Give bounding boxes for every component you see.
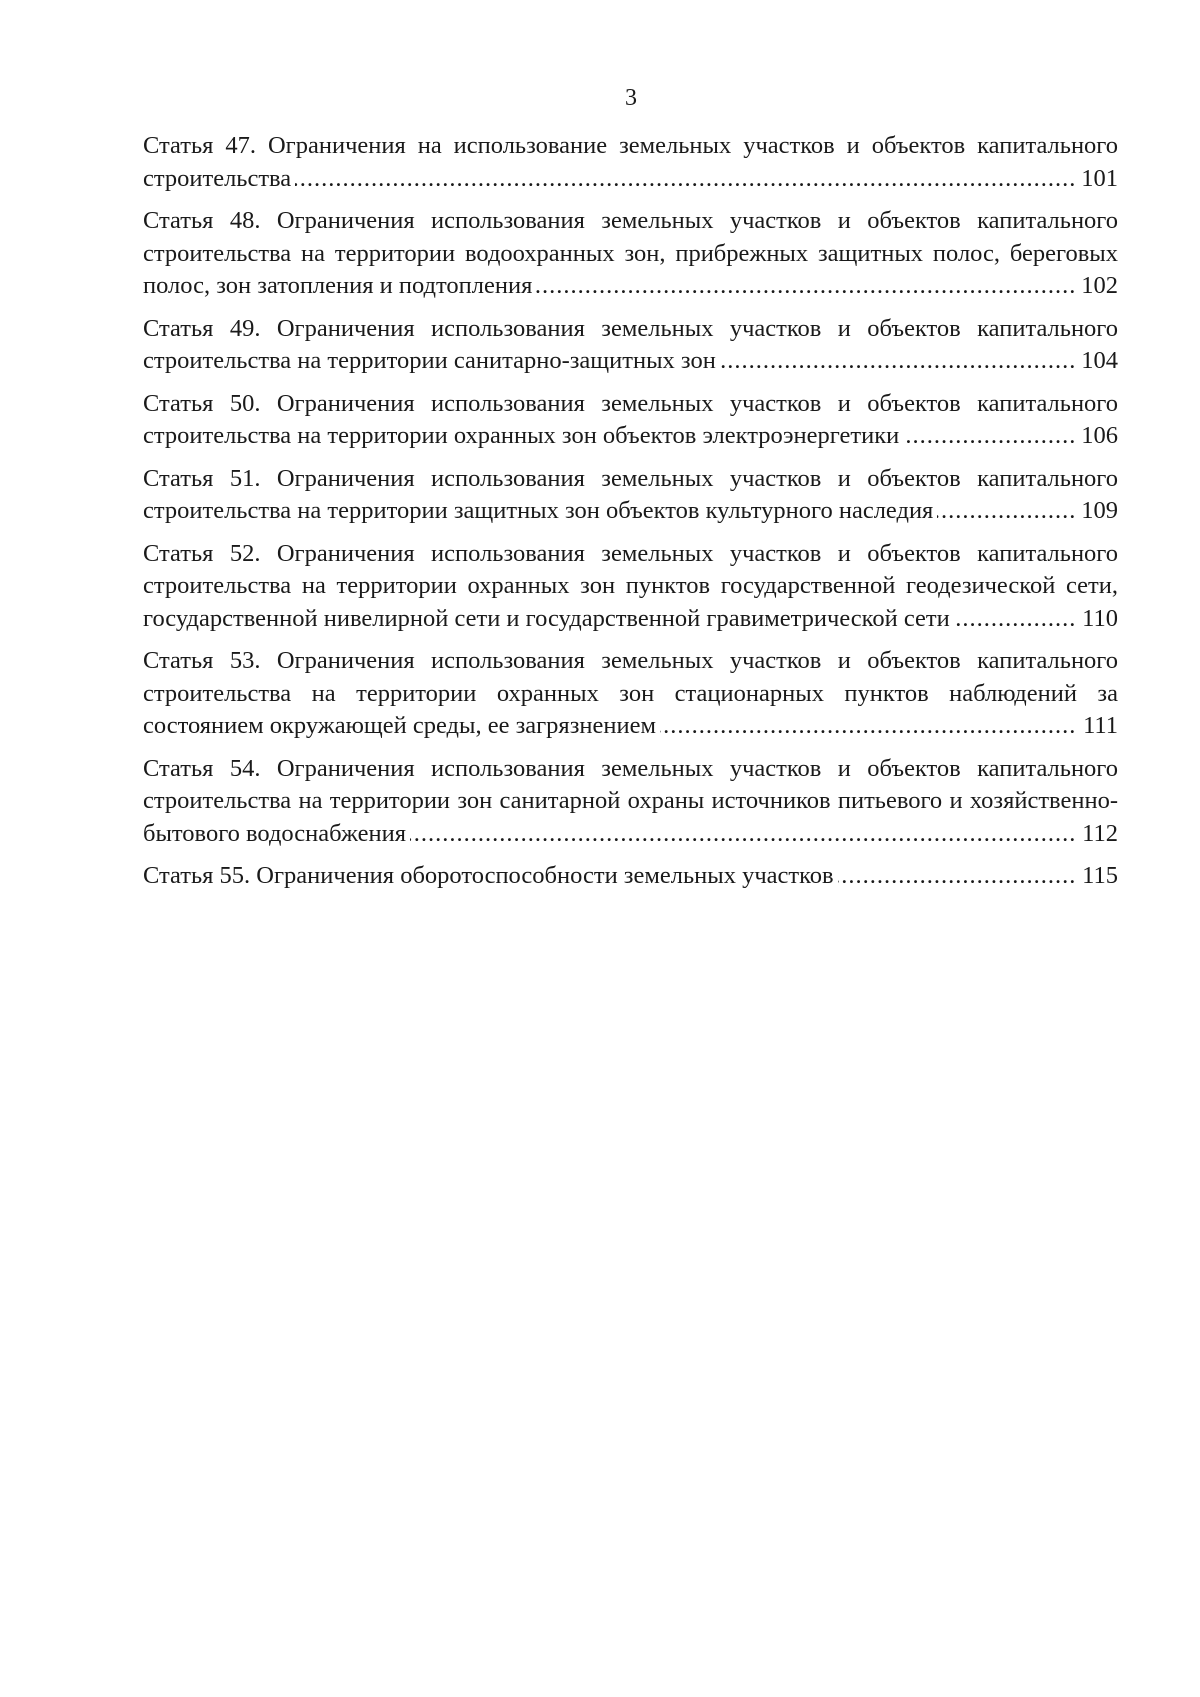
toc-entry-page: 109	[1075, 495, 1118, 528]
toc-entry-page: 112	[1076, 818, 1118, 851]
toc-entry-51[interactable]	[143, 463, 1118, 528]
toc-entry-title: Статья 51. Ограничения использования земельных участков и объектов капитального строительства на территории защитных зон объектов культурного наследия	[143, 464, 1118, 524]
toc-entry-title: Статья 54. Ограничения использования земельных участков и объектов капитального строительства на территории зон санитарной охраны источников питьевого и хозяйственно-бытового водоснабжения	[143, 754, 1118, 847]
toc-entry-48[interactable]	[143, 205, 1118, 303]
toc-entry-title: Статья 53. Ограничения использования земельных участков и объектов капитального строительства на территории охранных зон стационарных пунктов наблюдений за состоянием окружающей среды, ее загрязнением	[143, 647, 1118, 739]
toc-entry-page: 104	[1075, 345, 1118, 378]
toc-entry-title: Статья 50. Ограничения использования земельных участков и объектов капитального строительства на территории охранных зон объектов электроэнергетики	[143, 389, 1118, 449]
toc-entry-47[interactable]	[143, 130, 1118, 195]
toc-entry-49[interactable]	[143, 313, 1118, 378]
toc-entry-title: Статья 49. Ограничения использования земельных участков и объектов капитального строительства на территории санитарно-защитных зон	[143, 314, 1118, 374]
toc-entry-page: 115	[1076, 860, 1118, 893]
toc-entry-title: Статья 52. Ограничения использования земельных участков и объектов капитального строительства на территории охранных зон пунктов государственной геодезической сети, государственной нивелирной сети и государственной гравиметрической сети	[143, 539, 1118, 632]
toc-entry-page: 102	[1075, 270, 1118, 303]
toc-entry-50[interactable]	[143, 388, 1118, 453]
page-number: 3	[625, 85, 637, 111]
toc-entry-page: 110	[1076, 603, 1118, 636]
toc-entry-55[interactable]	[143, 860, 1118, 893]
toc-entry-page: 111	[1077, 710, 1118, 743]
toc-entry-title: Статья 47. Ограничения на использование земельных участков и объектов капитального строительства	[143, 132, 1118, 192]
toc-entry-page: 101	[1075, 163, 1118, 196]
toc-entry-title: Статья 55. Ограничения оборотоспособности земельных участков	[143, 862, 838, 889]
toc-entry-52[interactable]	[143, 538, 1118, 636]
toc-entry-54[interactable]	[143, 753, 1118, 851]
toc-entry-page: 106	[1075, 420, 1118, 453]
table-of-contents	[143, 130, 1118, 903]
toc-entry-53[interactable]	[143, 645, 1118, 743]
toc-entry-title: Статья 48. Ограничения использования земельных участков и объектов капитального строительства на территории водоохранных зон, прибрежных защитных полос, береговых полос, зон затопления и подтопления	[143, 207, 1118, 299]
